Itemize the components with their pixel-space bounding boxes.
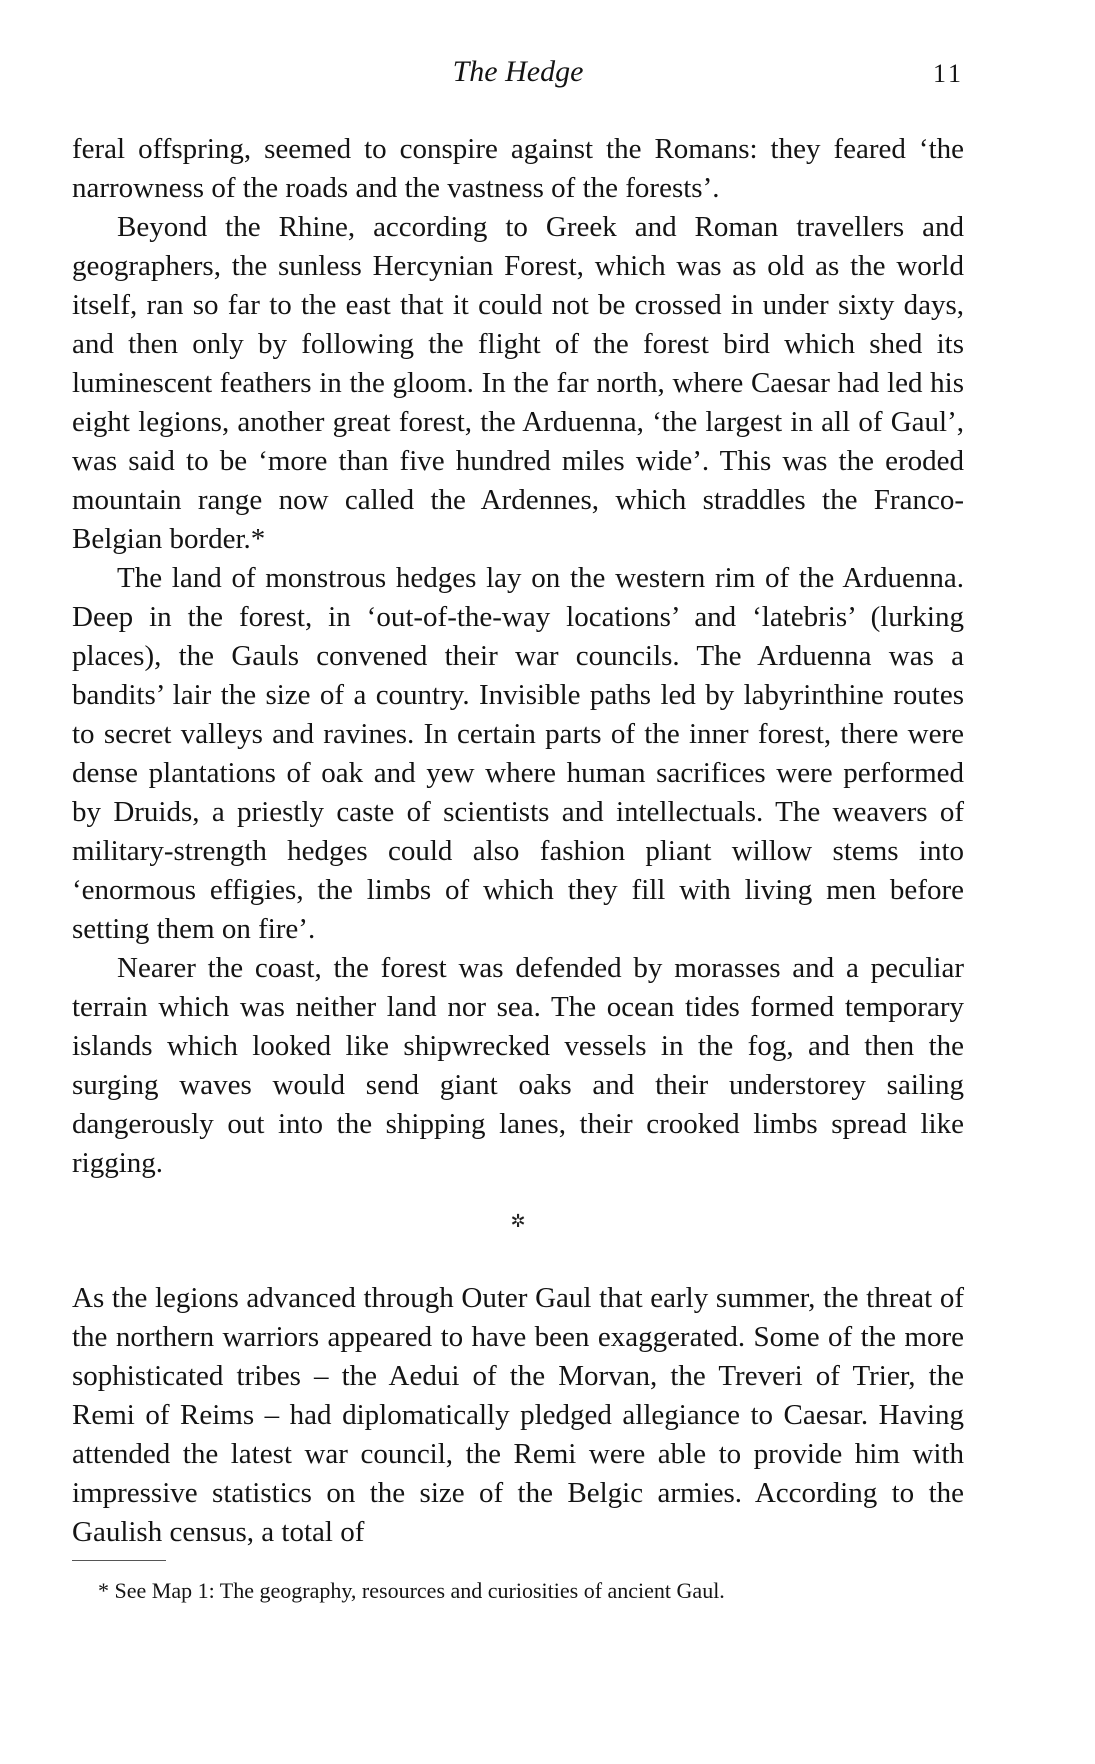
paragraph-arduenna: The land of monstrous hedges lay on the western rim of the Arduenna. Deep in the forest, in ‘out-of-the-way locations’ and ‘latebris’ (lurking places), the Gauls convened their war councils. The Arduenna was a bandits’ lair the size of a country. Invisible paths led by labyrinthine routes to secret valleys and ravines. In certain parts of the inner forest, there were dense plantations of oak and yew where human sacrifices were performed by Druids, a priestly caste of scientists and intellectuals. The weavers of military-strength hedges could also fashion pliant willow stems into ‘enormous effigies, the limbs of which they fill with living men before setting them on fire’. bbox=[72, 562, 964, 945]
body-text bbox=[72, 130, 964, 1552]
running-head bbox=[72, 52, 964, 96]
footnote-rule bbox=[72, 1560, 166, 1561]
section-break bbox=[72, 1183, 964, 1279]
footnote: * See Map 1: The geography, resources and curiosities of ancient Gaul. bbox=[98, 1578, 725, 1603]
paragraph-coast: Nearer the coast, the forest was defended by morasses and a peculiar terrain which was neither land nor sea. The ocean tides formed temporary islands which looked like shipwrecked vessels in the fog, and then the surging waves would send giant oaks and their understorey sailing dangerously out into the shipping lanes, their crooked limbs spread like rigging. bbox=[72, 952, 964, 1179]
running-title: The Hedge bbox=[452, 55, 584, 88]
paragraph-hercynian-forest: Beyond the Rhine, according to Greek and Roman travellers and geographers, the sunless Hercynian Forest, which was as old as the world itself, ran so far to the east that it could not be crossed in under sixty days, and then only by following the flight of the forest bird which shed its luminescent feathers in the gloom. In the far north, where Caesar had led his eight legions, another great forest, the Arduenna, ‘the largest in all of Gaul’, was said to be ‘more than five hundred miles wide’. This was the eroded mountain range now called the Ardennes, which straddles the Franco-Belgian border.* bbox=[72, 211, 964, 555]
page-number: 11 bbox=[932, 59, 964, 88]
section-ornament-icon: ✲ bbox=[510, 1211, 526, 1231]
paragraph-continued: feral offspring, seemed to conspire against the Romans: they feared ‘the narrowness of the roads and the vastness of the forests’. bbox=[72, 133, 964, 204]
paragraph-legions: As the legions advanced through Outer Gaul that early summer, the threat of the northern warriors appeared to have been exaggerated. Some of the more sophisticated tribes – the Aedui of the Morvan, the Treveri of Trier, the Remi of Reims – had diplomatically pledged allegiance to Caesar. Having attended the latest war council, the Remi were able to provide him with impressive statistics on the size of the Belgic armies. According to the Gaulish census, a total of bbox=[72, 1282, 964, 1548]
